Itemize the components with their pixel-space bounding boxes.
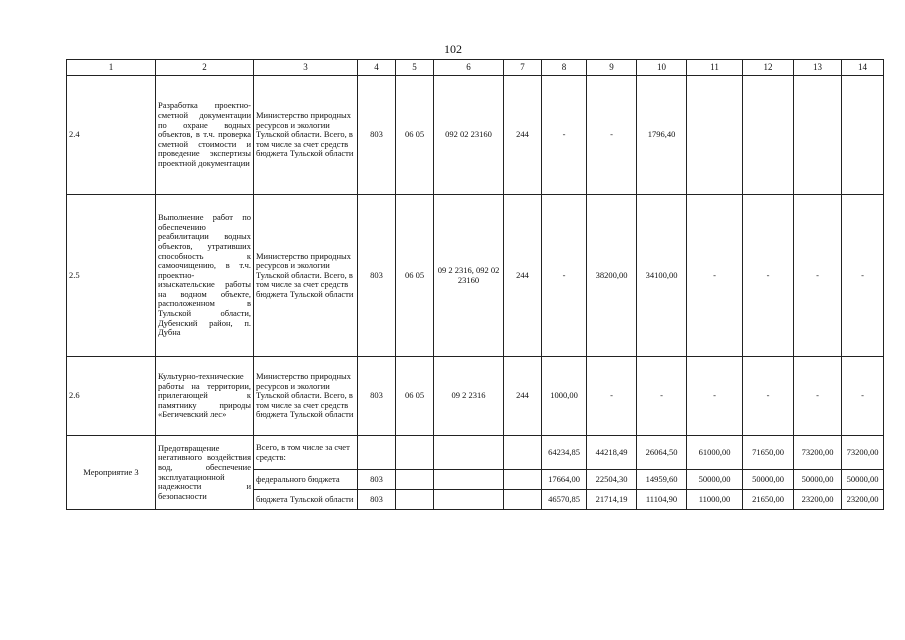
cell-c8: - bbox=[542, 76, 587, 195]
budget-table bbox=[66, 59, 884, 510]
cell-c14: 73200,00 bbox=[842, 436, 884, 470]
cell-c14: 50000,00 bbox=[842, 470, 884, 490]
cell-c13: 50000,00 bbox=[794, 470, 842, 490]
cell-c10: - bbox=[637, 357, 687, 436]
cell-c8: 46570,85 bbox=[542, 490, 587, 510]
cell-c5: 06 05 bbox=[396, 76, 434, 195]
cell-c12: 50000,00 bbox=[743, 470, 794, 490]
cell-c4: 803 bbox=[358, 470, 396, 490]
header-cell: 3 bbox=[254, 60, 358, 76]
cell-c11: - bbox=[687, 357, 743, 436]
cell-c5 bbox=[396, 436, 434, 470]
cell-c8: - bbox=[542, 195, 587, 357]
cell-c13 bbox=[794, 76, 842, 195]
header-cell: 13 bbox=[794, 60, 842, 76]
cell-c8: 1000,00 bbox=[542, 357, 587, 436]
header-cell: 8 bbox=[542, 60, 587, 76]
cell-c11 bbox=[687, 76, 743, 195]
cell-c10: 34100,00 bbox=[637, 195, 687, 357]
cell-c7 bbox=[504, 470, 542, 490]
cell-c4: 803 bbox=[358, 76, 396, 195]
cell-c9: - bbox=[587, 76, 637, 195]
row-executor: Министерство природных ресурсов и экологии Тульской области. Всего, в том числе за счет средств бюджета Тульской области bbox=[254, 357, 358, 436]
cell-c6 bbox=[434, 436, 504, 470]
header-cell: 5 bbox=[396, 60, 434, 76]
cell-c8: 64234,85 bbox=[542, 436, 587, 470]
header-cell: 10 bbox=[637, 60, 687, 76]
header-cell: 14 bbox=[842, 60, 884, 76]
row-description: Выполнение работ по обеспечению реабилитации водных объектов, утративших способность к самоочищению, в т.ч. проектно-изыскательские работы на водном объекте, расположенном в Тульской области, Дубенский район, п. Дубна bbox=[156, 195, 254, 357]
cell-c6: 09 2 2316, 092 02 23160 bbox=[434, 195, 504, 357]
cell-c6: 092 02 23160 bbox=[434, 76, 504, 195]
header-cell: 2 bbox=[156, 60, 254, 76]
cell-c12: 21650,00 bbox=[743, 490, 794, 510]
cell-c7: 244 bbox=[504, 195, 542, 357]
cell-c13: 73200,00 bbox=[794, 436, 842, 470]
cell-c7: 244 bbox=[504, 357, 542, 436]
row-id: 2.5 bbox=[67, 195, 156, 357]
cell-c5 bbox=[396, 490, 434, 510]
cell-c12: 71650,00 bbox=[743, 436, 794, 470]
cell-c4: 803 bbox=[358, 490, 396, 510]
cell-c11: 61000,00 bbox=[687, 436, 743, 470]
row-executor: Всего, в том числе за счет средств: bbox=[254, 436, 358, 470]
cell-c5: 06 05 bbox=[396, 357, 434, 436]
header-cell: 4 bbox=[358, 60, 396, 76]
cell-c10: 11104,90 bbox=[637, 490, 687, 510]
row-executor: бюджета Тульской области bbox=[254, 490, 358, 510]
cell-c9: 44218,49 bbox=[587, 436, 637, 470]
page-number: 102 bbox=[444, 42, 462, 56]
header-cell: 6 bbox=[434, 60, 504, 76]
header-cell: 12 bbox=[743, 60, 794, 76]
cell-c11: 50000,00 bbox=[687, 470, 743, 490]
cell-c6 bbox=[434, 490, 504, 510]
table-row-2-6 bbox=[67, 357, 884, 436]
cell-c6: 09 2 2316 bbox=[434, 357, 504, 436]
cell-c12: - bbox=[743, 357, 794, 436]
row-id: 2.6 bbox=[67, 357, 156, 436]
cell-c5: 06 05 bbox=[396, 195, 434, 357]
cell-c8: 17664,00 bbox=[542, 470, 587, 490]
cell-c11: 11000,00 bbox=[687, 490, 743, 510]
measure-id: Мероприятие 3 bbox=[67, 436, 156, 510]
cell-c9: 21714,19 bbox=[587, 490, 637, 510]
cell-c12 bbox=[743, 76, 794, 195]
cell-c4: 803 bbox=[358, 357, 396, 436]
cell-c5 bbox=[396, 470, 434, 490]
table-row-measure-3-total bbox=[67, 436, 884, 470]
row-executor: Министерство природных ресурсов и экологии Тульской области. Всего, в том числе за счет средств бюджета Тульской области bbox=[254, 195, 358, 357]
row-executor: федерального бюджета bbox=[254, 470, 358, 490]
cell-c10: 14959,60 bbox=[637, 470, 687, 490]
cell-c11: - bbox=[687, 195, 743, 357]
cell-c10: 1796,40 bbox=[637, 76, 687, 195]
cell-c9: - bbox=[587, 357, 637, 436]
cell-c10: 26064,50 bbox=[637, 436, 687, 470]
cell-c14: 23200,00 bbox=[842, 490, 884, 510]
cell-c4: 803 bbox=[358, 195, 396, 357]
row-executor: Министерство природных ресурсов и экологии Тульской области. Всего, в том числе за счет средств бюджета Тульской области bbox=[254, 76, 358, 195]
cell-c7: 244 bbox=[504, 76, 542, 195]
table-row-2-5 bbox=[67, 195, 884, 357]
cell-c4 bbox=[358, 436, 396, 470]
cell-c13: 23200,00 bbox=[794, 490, 842, 510]
row-id: 2.4 bbox=[67, 76, 156, 195]
cell-c6 bbox=[434, 470, 504, 490]
cell-c9: 22504,30 bbox=[587, 470, 637, 490]
header-cell: 11 bbox=[687, 60, 743, 76]
cell-c14: - bbox=[842, 195, 884, 357]
cell-c14 bbox=[842, 76, 884, 195]
header-cell: 9 bbox=[587, 60, 637, 76]
cell-c7 bbox=[504, 436, 542, 470]
cell-c13: - bbox=[794, 357, 842, 436]
header-cell: 7 bbox=[504, 60, 542, 76]
cell-c9: 38200,00 bbox=[587, 195, 637, 357]
header-row bbox=[67, 60, 884, 76]
cell-c12: - bbox=[743, 195, 794, 357]
cell-c13: - bbox=[794, 195, 842, 357]
measure-description: Предотвращение негативного воздействия вод, обеспечение эксплуатационной надежности и безопасности bbox=[156, 436, 254, 510]
table-row-2-4 bbox=[67, 76, 884, 195]
cell-c7 bbox=[504, 490, 542, 510]
cell-c14: - bbox=[842, 357, 884, 436]
row-description: Разработка проектно-сметной документации по охране водных объектов, в т.ч. проверка сметной стоимости и проведение экспертизы проектной документации bbox=[156, 76, 254, 195]
header-cell: 1 bbox=[67, 60, 156, 76]
row-description: Культурно-технические работы на территории, прилегающей к памятнику природы «Бегичевский лес» bbox=[156, 357, 254, 436]
